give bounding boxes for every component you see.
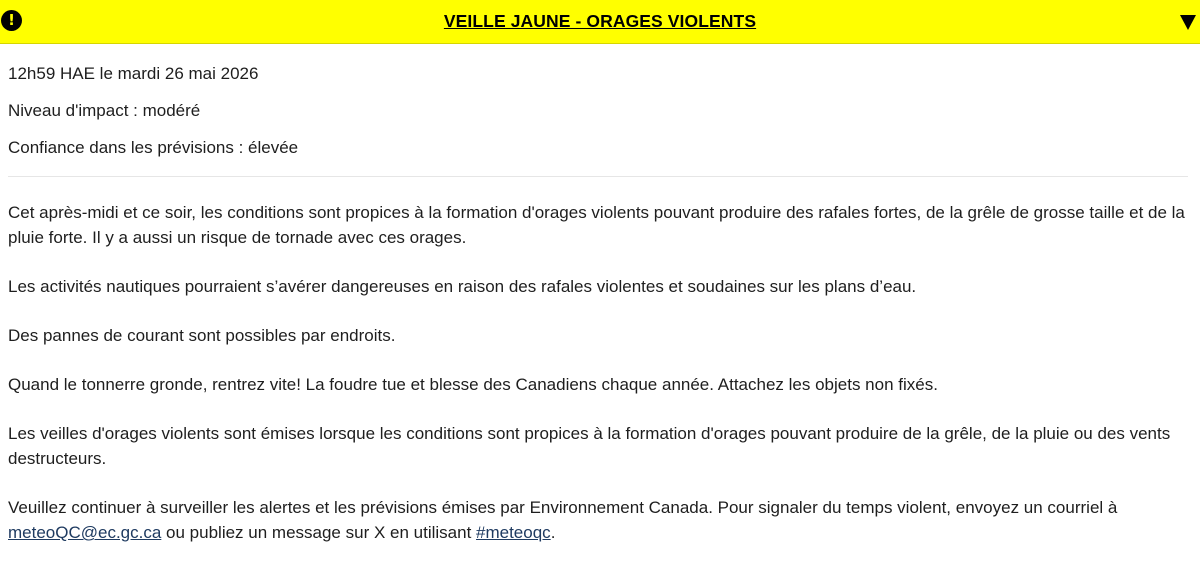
paragraph-nautical: Les activités nautiques pourraient s’avérer dangereuses en raison des rafales violentes et soudaines sur les plans d’eau. [8, 277, 917, 296]
impact-level: Niveau d'impact : modéré [8, 101, 201, 120]
exclamation-circle-icon: ! [1, 10, 22, 31]
paragraph-reporting [8, 495, 1192, 545]
issued-time: 12h59 HAE le mardi 26 mai 2026 [8, 64, 259, 83]
email-link[interactable]: meteoQC@ec.gc.ca [8, 523, 162, 542]
paragraph-conditions: Cet après-midi et ce soir, les conditions sont propices à la formation d'orages violents pouvant produire des rafales fortes, de la grêle de grosse taille et de la pluie forte. Il y a aussi un risque de tornade avec ces orages. [8, 203, 1185, 247]
triangle-down-icon[interactable] [1180, 15, 1196, 30]
alert-title[interactable]: VEILLE JAUNE - ORAGES VIOLENTS [443, 11, 757, 31]
hashtag-link[interactable]: #meteoqc [476, 523, 551, 542]
paragraph-lightning: Quand le tonnerre gronde, rentrez vite! La foudre tue et blesse des Canadiens chaque année. Attachez les objets non fixés. [8, 375, 938, 394]
reporting-text-end: . [550, 523, 556, 542]
alert-meta [0, 44, 1200, 158]
paragraph-power-outages: Des pannes de courant sont possibles par endroits. [8, 326, 396, 345]
paragraph-watch-definition: Les veilles d'orages violents sont émises lorsque les conditions sont propices à la formation d'orages pouvant produire de la grêle, de la pluie ou des vents destructeurs. [8, 424, 1171, 468]
alert-header[interactable] [0, 0, 1200, 44]
forecast-confidence: Confiance dans les prévisions : élevée [8, 138, 299, 157]
divider [8, 176, 1188, 177]
reporting-text-middle: ou publiez un message sur X en utilisant [161, 523, 477, 542]
alert-body [0, 200, 1200, 545]
reporting-text-start: Veuillez continuer à surveiller les alertes et les prévisions émises par Environnement Canada. Pour signaler du temps violent, envoyez un courriel à [8, 498, 1118, 517]
